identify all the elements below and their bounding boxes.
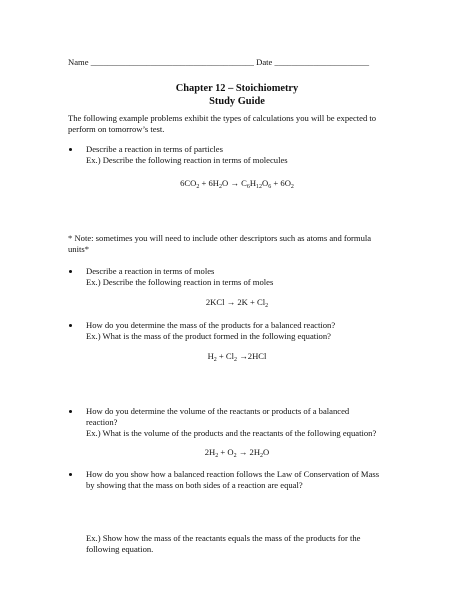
bullet-icon bbox=[69, 270, 72, 273]
intro-line-1: The following example problems exhibit the types of calculations you will be expected to bbox=[68, 113, 377, 123]
particles-equation: $6CO_2 + 6H_2O \to C_6H_{12}O_6 + 6O_2$ bbox=[180, 178, 294, 190]
mass-bullet: How do you determine the mass of the products for a balanced reaction? bbox=[86, 320, 336, 330]
volume-example: Ex.) What is the volume of the products and the reactants of the following equation? bbox=[86, 428, 377, 438]
conservation-bullet-line-1: How do you show how a balanced reaction follows the Law of Conservation of Mass bbox=[86, 469, 380, 479]
bullet-icon bbox=[69, 148, 72, 151]
note-line-2: units* bbox=[68, 244, 90, 254]
volume-bullet-line-1: How do you determine the volume of the reactants or products of a balanced bbox=[86, 406, 350, 416]
mass-equation: $H_2 + Cl_2 \to 2HCl$ bbox=[207, 351, 267, 363]
moles-equation: $2KCl \to 2K + Cl_2$ bbox=[205, 297, 269, 309]
date-label: Date bbox=[256, 57, 273, 67]
intro-line-2: perform on tomorrow’s test. bbox=[68, 124, 165, 134]
bullet-icon bbox=[69, 324, 72, 327]
volume-equation: $2H_2 + O_2 \to 2H_2O$ bbox=[204, 447, 270, 459]
particles-bullet: Describe a reaction in terms of particles bbox=[86, 144, 223, 154]
note-line-1: * Note: sometimes you will need to include other descriptors such as atoms and formula bbox=[68, 233, 372, 243]
name-blank: ______________________________________ bbox=[90, 57, 254, 67]
name-label: Name bbox=[68, 57, 89, 67]
bullet-icon bbox=[69, 410, 72, 413]
volume-bullet-line-2: reaction? bbox=[86, 417, 118, 427]
bullet-icon bbox=[69, 473, 72, 476]
particles-example: Ex.) Describe the following reaction in terms of molecules bbox=[86, 155, 288, 165]
mass-example: Ex.) What is the mass of the product formed in the following equation? bbox=[86, 331, 331, 341]
conservation-example-line-2: following equation. bbox=[86, 544, 154, 554]
moles-example: Ex.) Describe the following reaction in terms of moles bbox=[86, 277, 274, 287]
name-date-header bbox=[68, 57, 369, 68]
moles-bullet: Describe a reaction in terms of moles bbox=[86, 266, 215, 276]
conservation-bullet-line-2: by showing that the mass on both sides of a reaction are equal? bbox=[86, 480, 303, 490]
date-blank: ______________________ bbox=[274, 57, 370, 67]
page-subtitle: Study Guide bbox=[209, 96, 265, 107]
conservation-example-line-1: Ex.) Show how the mass of the reactants equals the mass of the products for the bbox=[86, 533, 361, 543]
page-title: Chapter 12 – Stoichiometry bbox=[175, 83, 299, 94]
